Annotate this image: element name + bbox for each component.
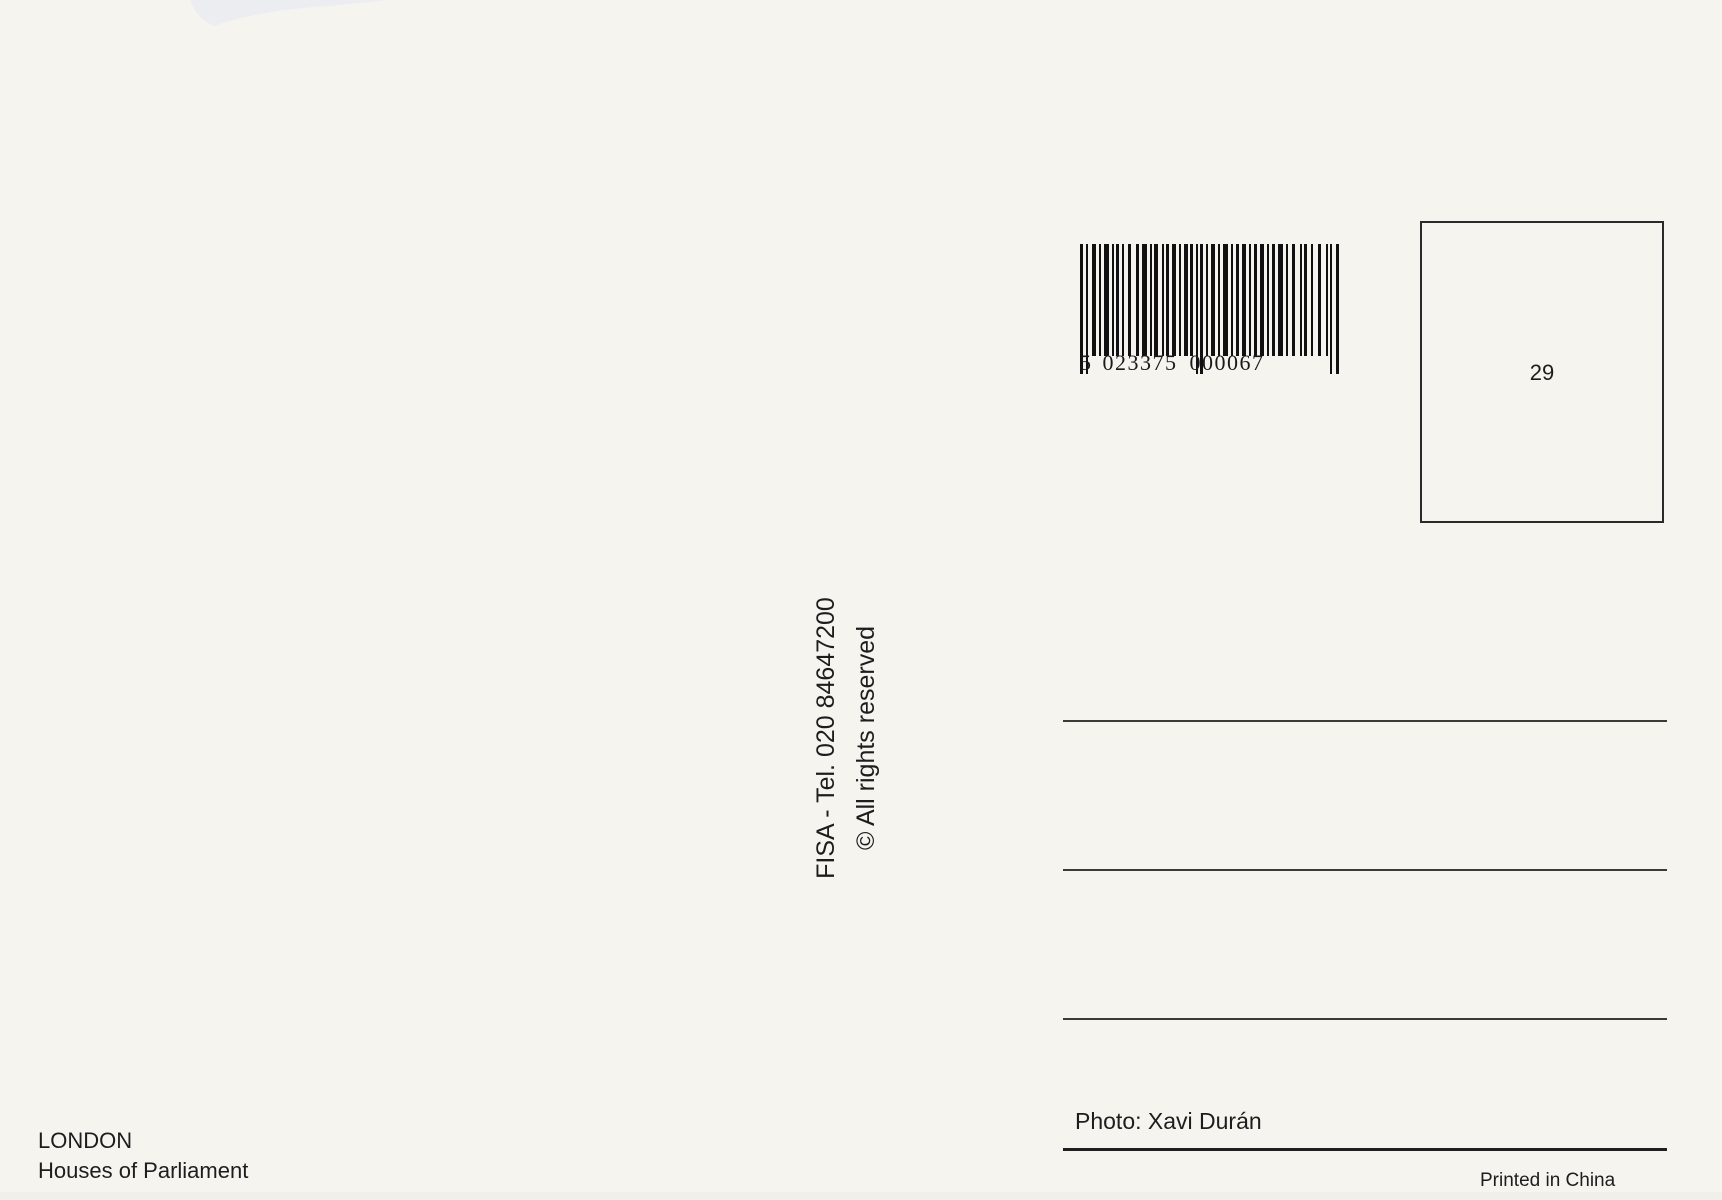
barcode-lead-digit: 5 [1080, 350, 1093, 375]
caption-city: LONDON [38, 1128, 133, 1153]
publisher-line: FISA - Tel. 020 84647200 [812, 597, 840, 879]
address-line-2 [1063, 869, 1667, 871]
barcode-group-2: 000067 [1189, 350, 1265, 375]
stamp-number: 29 [1529, 360, 1555, 385]
stamp-box [1420, 221, 1664, 523]
address-line-1 [1063, 720, 1667, 722]
address-line-3 [1063, 1018, 1667, 1020]
publisher-info [806, 597, 886, 879]
card-bottom-edge [0, 1192, 1722, 1200]
caption [38, 1126, 248, 1186]
barcode-group-1: 023375 [1102, 350, 1178, 375]
rights-line: © All rights reserved [852, 625, 880, 851]
printed-in: Printed in China [1480, 1170, 1616, 1191]
caption-subject: Houses of Parliament [38, 1158, 249, 1183]
photo-credit: Photo: Xavi Durán [1075, 1108, 1262, 1134]
barcode-number [1080, 350, 1265, 376]
credit-underline [1063, 1148, 1667, 1151]
